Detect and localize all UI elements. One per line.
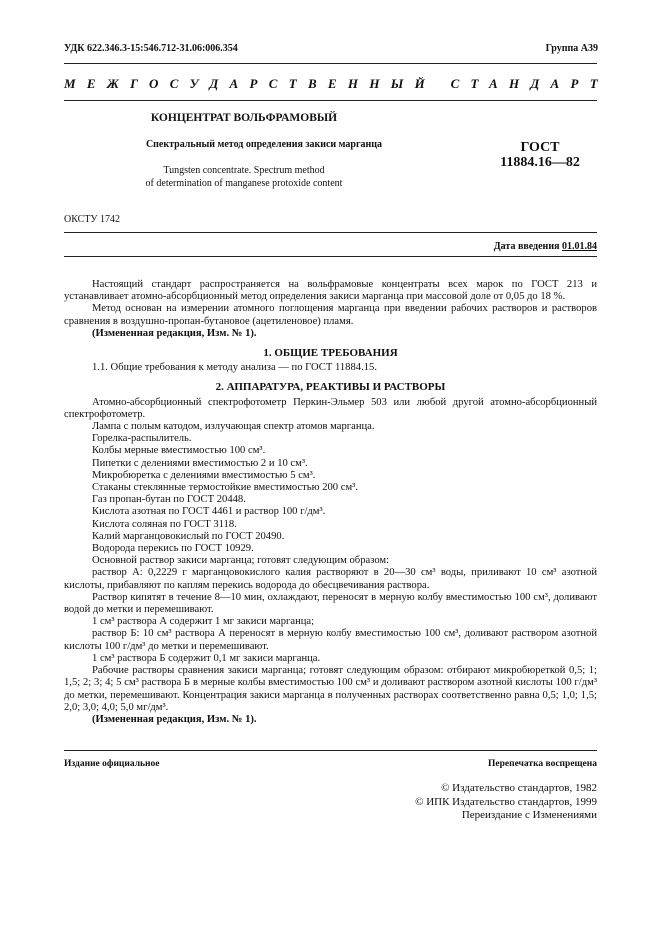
- udk-code: УДК 622.346.3-15:546.712-31.06:006.354: [64, 43, 238, 54]
- section-1-heading: 1. ОБЩИЕ ТРЕБОВАНИЯ: [263, 347, 398, 360]
- effective-date-label: Дата введения: [493, 241, 560, 252]
- official-edition-note: Издание официальное: [64, 759, 160, 769]
- okstu-code: ОКСТУ 1742: [64, 214, 121, 225]
- top-divider: [64, 63, 597, 64]
- section-2-heading: 2. АППАРАТУРА, РЕАКТИВЫ И РАСТВОРЫ: [215, 381, 446, 394]
- section-2-line: Микробюретка с делениями вместимостью 5 см³.: [92, 469, 316, 481]
- english-title-line2: of determination of manganese protoxide content: [145, 178, 343, 189]
- group-code: Группа А39: [545, 43, 598, 54]
- section-2-line: Горелка-распылитель.: [92, 433, 192, 445]
- copyright-line-2: © ИПК Издательство стандартов, 1999: [415, 795, 597, 808]
- section-2-line: Основной раствор закиси марганца; готовят следующим образом:: [92, 555, 390, 567]
- intro-paragraph-1: Настоящий стандарт распространяется на вольфрамовые концентраты всех марок по ГОСТ 213 и устанавливает атомно-абсорбционный метод определения закиси марганца при массовой доле от 0,05 до 18 %.: [64, 279, 597, 303]
- english-title-line1: Tungsten concentrate. Spectrum method: [163, 165, 325, 176]
- banner-divider: [64, 100, 597, 101]
- section-2-line: Кислота азотная по ГОСТ 4461 и раствор 100 г/дм³.: [92, 506, 326, 518]
- section-2-line: Газ пропан-бутан по ГОСТ 20448.: [92, 494, 246, 506]
- gost-number: 11884.16—82: [500, 155, 580, 170]
- reprint-prohibited-note: Перепечатка воспрещена: [487, 759, 597, 769]
- section-2-line: Рабочие растворы сравнения закиси марганца; готовят следующим образом: отбирают микробюреткой 0,5; 1; 1,5; 2; 3; 4; 5 см³ раствора Б в мерные колбы вместимостью 100 см³ и доливают раствором азотной кислоты 100 г/дм³ до метки, перемешивают. Концентрация закиси марганца в полученных растворах соответственно равна 0,5; 1,0; 1,5; 2,0; 3,0; 4,0; 5,0 мг/дм³.: [64, 665, 597, 713]
- reissue-note: Переиздание с Изменениями: [461, 809, 597, 821]
- copyright-line-1: © Издательство стандартов, 1982: [441, 782, 597, 794]
- english-title: [64, 164, 424, 190]
- section-2-line: Пипетки с делениями вместимостью 2 и 10 см³.: [92, 457, 308, 469]
- copyright-block: [415, 782, 597, 823]
- section-2-line: Лампа с полым катодом, излучающая спектр атомов марганца.: [92, 421, 375, 433]
- document-title: КОНЦЕНТРАТ ВОЛЬФРАМОВЫЙ: [150, 112, 338, 124]
- section-2-line: Кислота соляная по ГОСТ 3118.: [92, 518, 237, 530]
- document-body: [64, 279, 597, 726]
- section-2-line: Атомно-абсорбционный спектрофотометр Перкин-Эльмер 503 или любой другой атомно-абсорбционный спектрофотометр.: [64, 396, 597, 420]
- effective-date: [494, 241, 597, 252]
- gost-designation: [470, 140, 610, 170]
- date-divider: [64, 256, 597, 257]
- section-2-line: 1 см³ раствора Б содержит 0,1 мг закиси марганца.: [92, 652, 321, 664]
- section-2-line: 1 см³ раствора А содержит 1 мг закиси марганца;: [92, 616, 315, 628]
- section-1-text: 1.1. Общие требования к методу анализа — по ГОСТ 11884.15.: [92, 362, 377, 374]
- amendment-note-1: (Измененная редакция, Изм. № 1).: [92, 327, 257, 339]
- section-2-line: Колбы мерные вместимостью 100 см³.: [92, 445, 266, 457]
- section-2-line: Раствор кипятят в течение 8—10 мин, охлаждают, переносят в мерную колбу вместимостью 100 см³, доливают водой до метки и перемешивают.: [64, 591, 597, 616]
- intro-paragraph-2: Метод основан на измерении атомного поглощения марганца при введении рабочих растворов и растворов сравнения в воздушно-пропан-бутановое (ацетиленовое) пламя.: [64, 303, 597, 327]
- amendment-note-2: (Измененная редакция, Изм. № 1).: [92, 713, 257, 725]
- gost-label: ГОСТ: [520, 140, 560, 155]
- interstate-standard-banner: МЕЖГОСУДАРСТВЕННЫЙ СТАНДАРТ: [64, 76, 609, 91]
- section-2-line: раствор А: 0,2229 г марганцовокислого калия растворяют в 20—30 см³ воды, приливают 10 см³ азотной кислоты, прибавляют по каплям перекись водорода до обесцвечивания раствора.: [64, 567, 597, 591]
- footer-divider: [64, 750, 597, 751]
- section-2-line: Водорода перекись по ГОСТ 10929.: [92, 543, 254, 555]
- okstu-divider: [64, 232, 597, 233]
- section-2-line: Калий марганцовокислый по ГОСТ 20490.: [92, 530, 285, 542]
- document-subtitle: Спектральный метод определения закиси марганца: [145, 139, 383, 150]
- section-2-line: Стаканы стеклянные термостойкие вместимостью 200 см³.: [92, 482, 358, 494]
- section-2-line: раствор Б: 10 см³ раствора А переносят в мерную колбу вместимостью 100 см³, доливают раствором азотной кислоты 100 г/дм³ до метки и перемешивают.: [64, 628, 597, 652]
- effective-date-value: 01.01.84: [562, 241, 597, 252]
